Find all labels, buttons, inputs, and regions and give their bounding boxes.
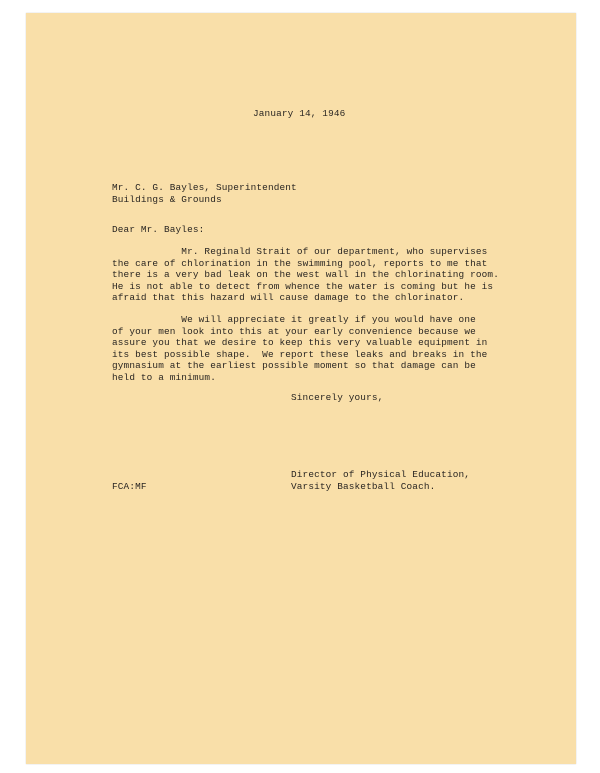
signature-block (291, 469, 470, 492)
paragraph-line: there is a very bad leak on the west wall in the chlorinating room. (112, 269, 499, 281)
paragraph-line: He is not able to detect from whence the water is coming but he is (112, 280, 494, 292)
paragraph-line: its best possible shape. We report these leaks and breaks in the (112, 348, 488, 360)
paragraph-line: the care of chlorination in the swimming pool, reports to me that (112, 257, 488, 269)
salutation: Dear Mr. Bayles: (112, 224, 205, 235)
paragraph-line: gymnasium at the earliest possible moment so that damage can be (112, 360, 476, 372)
reference-initials: FCA:MF (112, 481, 147, 492)
addressee-line: Buildings & Grounds (112, 193, 222, 205)
closing: Sincerely yours, (291, 392, 384, 403)
addressee-line: Mr. C. G. Bayles, Superintendent (112, 182, 297, 193)
signature-line: Varsity Basketball Coach. (291, 480, 436, 492)
paragraph-line: We will appreciate it greatly if you would have one (112, 314, 476, 325)
addressee-block (112, 182, 297, 205)
paragraph-line: assure you that we desire to keep this very valuable equipment in (112, 337, 488, 349)
body-paragraph-1 (112, 246, 499, 304)
paragraph-line: afraid that this hazard will cause damage to the chlorinator. (112, 292, 465, 304)
signature-line: Director of Physical Education, (291, 469, 471, 480)
letter-date: January 14, 1946 (253, 108, 346, 119)
letter-sheet (26, 13, 576, 764)
body-paragraph-2 (112, 314, 487, 384)
paragraph-line: Mr. Reginald Strait of our department, who supervises (112, 246, 488, 257)
paragraph-line: held to a minimum. (112, 371, 216, 383)
paragraph-line: of your men look into this at your early convenience because we (112, 325, 476, 337)
